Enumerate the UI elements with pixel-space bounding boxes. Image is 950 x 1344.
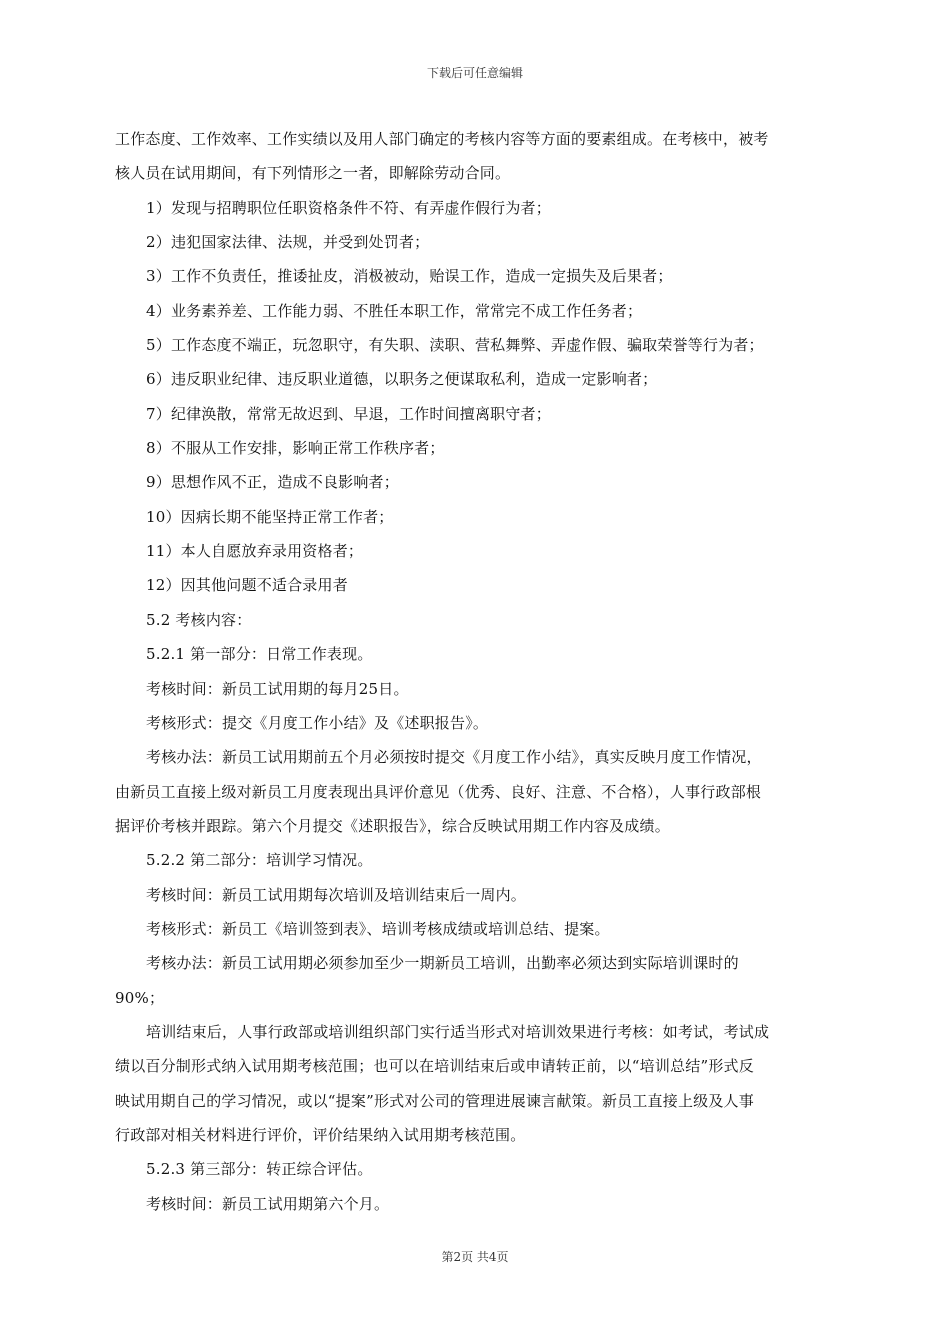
text-line: 由新员工直接上级对新员工月度表现出具评价意见（优秀、良好、注意、不合格），人事行政部根 <box>115 782 762 801</box>
list-item: 1）发现与招聘职位任职资格条件不符、有弄虚作假行为者； <box>146 198 551 217</box>
page-footer: 第2页 共4页 <box>441 1250 509 1264</box>
text-line: 据评价考核并跟踪。第六个月提交《述职报告》，综合反映试用期工作内容及成绩。 <box>115 816 670 835</box>
list-item: 6）违反职业纪律、违反职业道德，以职务之便谋取私利，造成一定影响者； <box>146 370 658 389</box>
text-line: 培训结束后，人事行政部或培训组织部门实行适当形式对培训效果进行考核：如考试，考试成 <box>146 1022 770 1041</box>
text-line: 核人员在试用期间，有下列情形之一者，即解除劳动合同。 <box>115 164 511 183</box>
text-line: 90%； <box>115 988 165 1007</box>
text-line: 映试用期自己的学习情况，或以“提案”形式对公司的管理进展谏言献策。新员工直接上级及人事 <box>115 1091 754 1110</box>
subsection-heading: 5.2.1 第一部分：日常工作表现。 <box>146 645 373 664</box>
subsection-heading: 5.2.3 第三部分：转正综合评估。 <box>146 1160 373 1179</box>
list-item: 3）工作不负责任，推诿扯皮，消极被动，贻误工作，造成一定损失及后果者； <box>146 267 673 286</box>
list-item: 12）因其他问题不适合录用者 <box>146 576 348 595</box>
text-line: 考核时间：新员工试用期第六个月。 <box>146 1194 390 1213</box>
page-header: 下载后可任意编辑 <box>426 66 523 80</box>
text-line: 考核形式：提交《月度工作小结》及《述职报告》。 <box>146 713 489 732</box>
list-item: 7）纪律涣散，常常无故迟到、早退，工作时间擅离职守者； <box>146 404 551 423</box>
text-line: 行政部对相关材料进行评价，评价结果纳入试用期考核范围。 <box>115 1125 526 1144</box>
text-line: 考核时间：新员工试用期每次培训及培训结束后一周内。 <box>146 885 527 904</box>
text-line: 考核办法：新员工试用期必须参加至少一期新员工培训，出勤率必须达到实际培训课时的 <box>146 954 739 973</box>
list-item: 4）业务素养差、工作能力弱、不胜任本职工作，常常完不成工作任务者； <box>146 301 643 320</box>
section-heading: 5.2 考核内容： <box>146 610 252 629</box>
subsection-heading: 5.2.2 第二部分：培训学习情况。 <box>146 851 373 870</box>
text-line: 考核形式：新员工《培训签到表》、培训考核成绩或培训总结、提案。 <box>146 919 610 938</box>
list-item: 2）违犯国家法律、法规，并受到处罚者； <box>146 233 430 252</box>
document-body <box>115 122 835 1221</box>
text-line: 工作态度、工作效率、工作实绩以及用人部门确定的考核内容等方面的要素组成。在考核中，被考 <box>115 130 769 148</box>
list-item: 10）因病长期不能坚持正常工作者； <box>146 507 394 526</box>
list-item: 9）思想作风不正，造成不良影响者； <box>146 473 399 492</box>
text-line: 绩以百分制形式纳入试用期考核范围；也可以在培训结束后或申请转正前，以“培训总结”形式反 <box>115 1057 754 1076</box>
text-line: 考核时间：新员工试用期的每月25日。 <box>146 679 409 698</box>
text-line: 考核办法：新员工试用期前五个月必须按时提交《月度工作小结》，真实反映月度工作情况， <box>146 748 762 767</box>
list-item: 5）工作态度不端正，玩忽职守，有失职、渎职、营私舞弊、弄虚作假、骗取荣誉等行为者； <box>146 336 764 355</box>
list-item: 8）不服从工作安排，影响正常工作秩序者； <box>146 439 445 458</box>
list-item: 11）本人自愿放弃录用资格者； <box>146 542 364 561</box>
